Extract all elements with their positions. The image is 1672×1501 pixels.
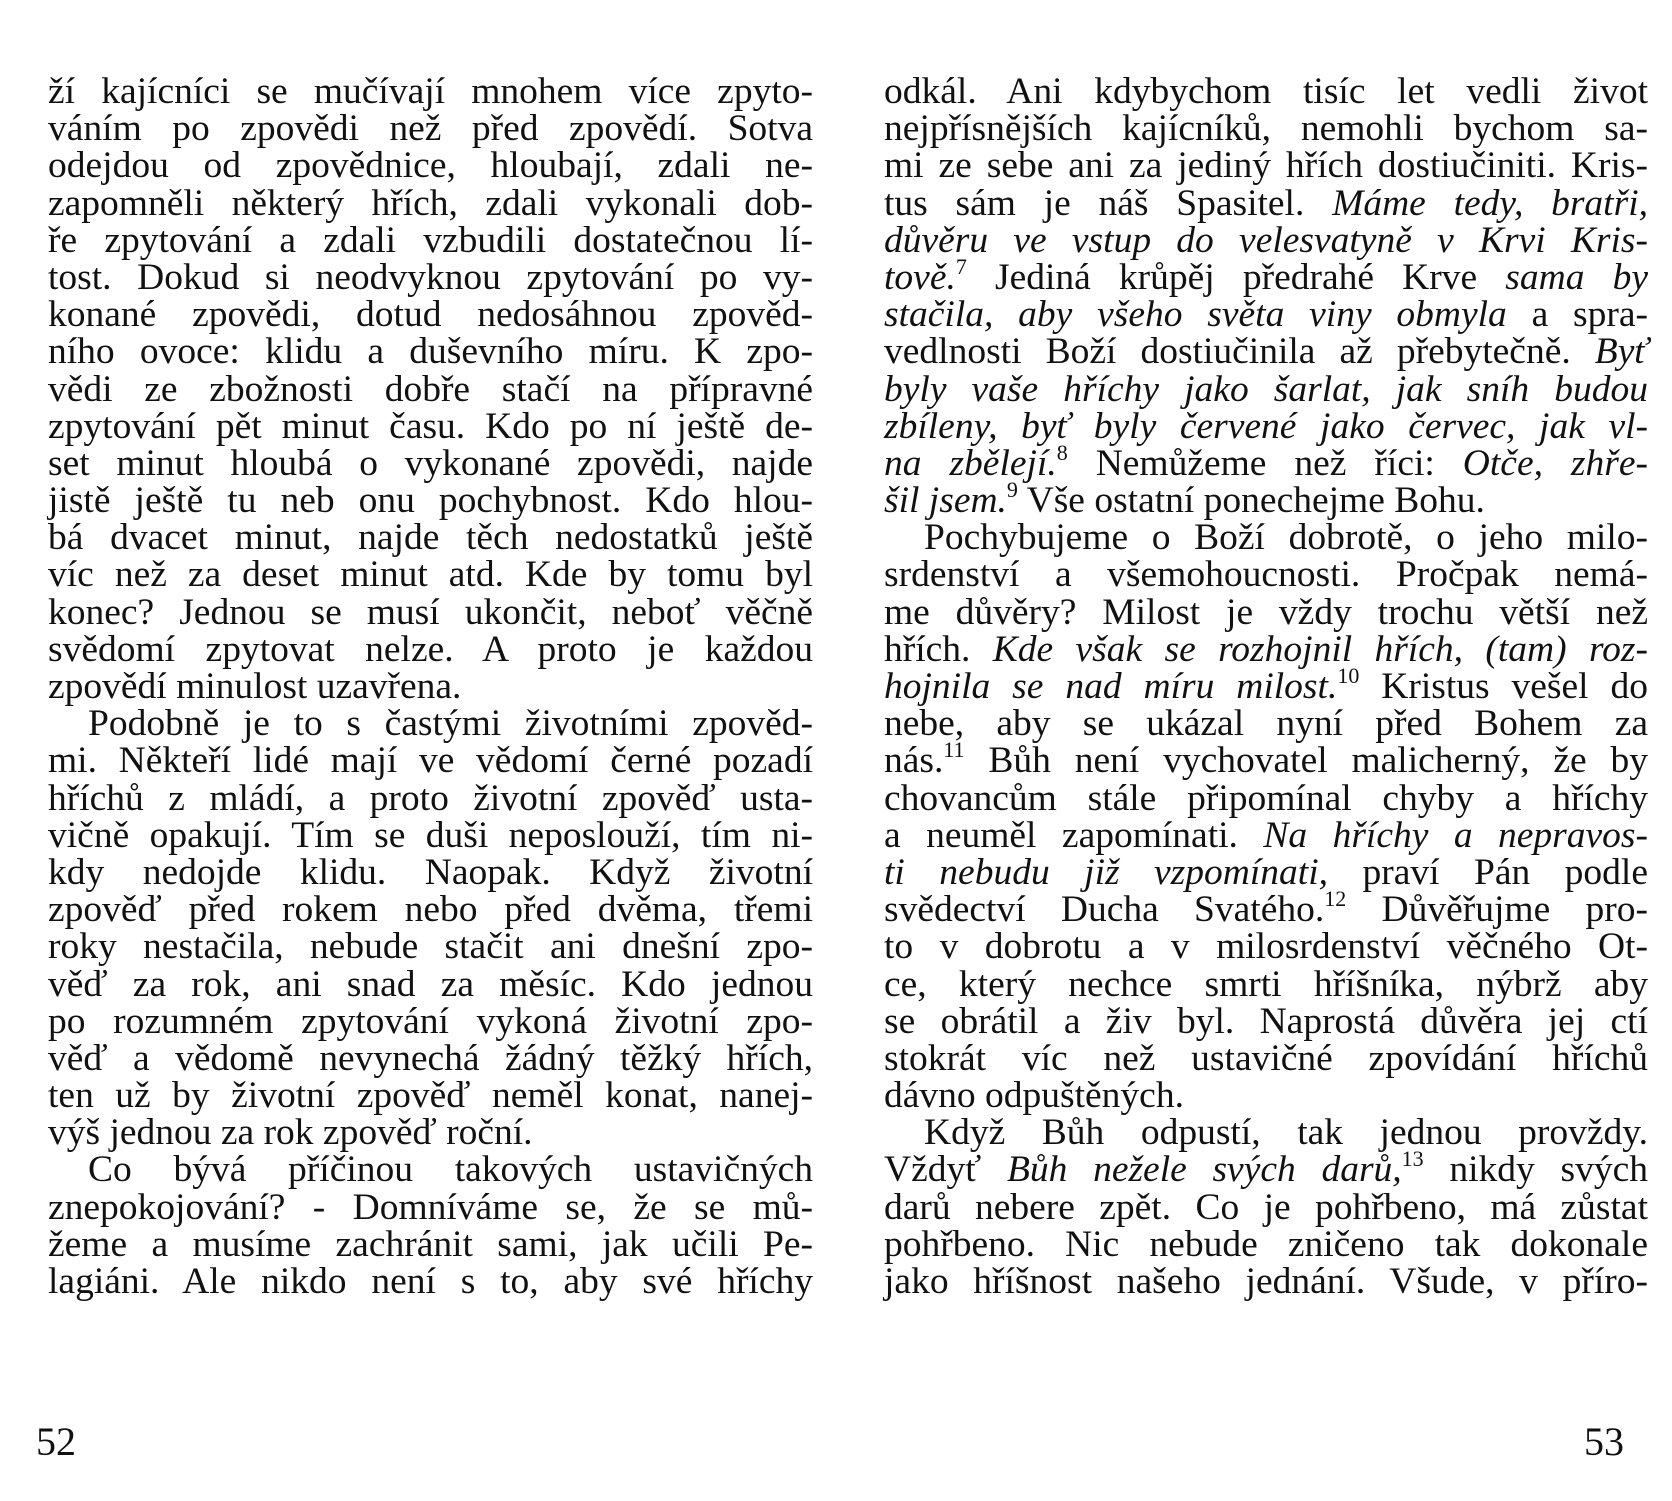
footnote-ref: 11 [943, 737, 965, 763]
text-line: konec? Jednou se musí ukončit, neboť věčně [48, 591, 813, 633]
text-line [884, 663, 1648, 707]
text-line: ten už by životní zpověď neměl konat, nanej- [48, 1075, 813, 1117]
italic-run: Na hříchy a nepravos- [1263, 814, 1648, 856]
text-line: jistě ještě tu neb onu pochybnost. Kdo hlou- [48, 480, 813, 522]
text-line: bá dvacet minut, najde těch nedostatků ještě [48, 517, 813, 559]
text-line: srdenství a všemohoucnosti. Pročpak nemá- [884, 554, 1648, 596]
text-line: vědi ze zbožnosti dobře stačí na přípravné [48, 368, 813, 410]
text-line: pohřbeno. Nic nebude zničeno tak dokonale [884, 1223, 1648, 1265]
footnote-ref: 9 [1006, 477, 1018, 503]
italic-run: Bůh nežele svých darů, [1006, 1149, 1402, 1191]
text-line [884, 439, 1648, 484]
text-line: ží kajícníci se mučívají mnohem více zpyto- [48, 71, 813, 112]
text-line: jako hříšnost našeho jednání. Všude, v příro- [884, 1261, 1648, 1302]
text-line: ního ovoce: klidu a duševního míru. K zpo- [48, 331, 813, 373]
text-line: hříchů z mládí, a proto životní zpověď usta- [48, 777, 813, 819]
text-line: žeme a musíme zachránit sami, jak učili Pe- [48, 1223, 813, 1265]
right-page [836, 0, 1672, 1501]
italic-run: Kde však se rozhojnil hřích, (tam) roz- [992, 628, 1648, 670]
text-line: věď a vědomě nevynechá žádný těžký hřích, [48, 1037, 813, 1079]
italic-run: stačila, aby všeho světa viny obmyla [884, 294, 1507, 336]
text-line: nebe, aby se ukázal nyní před Bohem za [884, 703, 1648, 745]
text-run: Jediná krůpěj předrahé Krve [966, 256, 1506, 298]
text-line [884, 737, 1648, 782]
text-line: roky nestačila, nebude stačit ani dnešní zpo- [48, 926, 813, 968]
text-line: důvěru ve vstup do velesvatyně v Krvi Kris- [884, 219, 1648, 261]
text-line: byly vaše hříchy jako šarlat, jak sníh budou [884, 368, 1648, 410]
text-line: konané zpovědi, dotud nedosáhnou zpověd- [48, 294, 813, 336]
text-run: Důvěřujme pro- [1346, 889, 1648, 931]
text-run: a neuměl zapomínati. [884, 814, 1264, 856]
text-run: svědectví Ducha Svatého. [884, 889, 1325, 931]
text-line: stokrát víc než ustavičné zpovídání hříchů [884, 1037, 1648, 1079]
text-line: kdy nedojde klidu. Naopak. Když životní [48, 851, 813, 893]
text-run: hřích. [884, 628, 993, 670]
text-line: chovancům stále připomínal chyby a hříchy [884, 777, 1648, 819]
footnote-ref: 8 [1056, 439, 1068, 465]
text-run: Kristus vešel do [1359, 666, 1648, 707]
text-line [884, 477, 1648, 522]
text-line: víc než za deset minut atd. Kde by tomu byl [48, 554, 813, 596]
text-line [884, 182, 1648, 224]
footnote-ref: 12 [1324, 886, 1347, 912]
text-run: vedlnosti Boží dostiučinila až přebytečně. [884, 331, 1595, 373]
text-line: Když Bůh odpustí, tak jednou provždy. [924, 1112, 1648, 1154]
text-run: Nemůžeme než říci: [1067, 442, 1463, 484]
footnote-ref: 13 [1401, 1146, 1424, 1172]
text-line [884, 253, 1648, 298]
italic-run: ti nebudu již vzpomínati, [884, 851, 1328, 893]
text-run: tus sám je náš Spasitel. [884, 182, 1333, 224]
text-line [884, 886, 1648, 931]
text-run: nikdy svých [1423, 1149, 1648, 1191]
page-number-left: 52 [36, 1419, 76, 1464]
italic-run: na zbělejí. [884, 442, 1057, 484]
text-line: zpověď před rokem nebo před dvěma, třemi [48, 889, 813, 931]
text-line: lagiáni. Ale nikdo není s to, aby své hříchy [48, 1261, 813, 1302]
text-run: nás. [884, 740, 944, 782]
text-line: svědomí zpytovat nelze. A proto je každou [48, 628, 813, 670]
text-line: me důvěry? Milost je vždy trochu větší než [884, 591, 1648, 633]
footnote-ref: 7 [955, 253, 967, 279]
text-line: mi ze sebe ani za jediný hřích dostiučiniti. Kris- [884, 145, 1648, 187]
text-run: praví Pán podle [1328, 851, 1648, 893]
text-line: zapomněli některý hřích, zdali vykonali dob- [48, 182, 813, 224]
text-line: Podobně je to s častými životními zpověd- [88, 703, 813, 745]
text-line: váním po zpovědi než před zpovědí. Sotva [48, 108, 813, 150]
italic-run: Otče, zhře- [1462, 442, 1648, 484]
text-line: nejpřísnějších kajícníků, nemohli bychom sa- [884, 108, 1648, 150]
italic-run: sama by [1505, 256, 1648, 298]
text-line: to v dobrotu a v milosrdenství věčného Ot- [884, 926, 1648, 968]
italic-run: hojnila se nad míru milost. [884, 666, 1338, 707]
italic-run: šil jsem. [884, 480, 1007, 522]
text-line: znepokojování? - Domníváme se, že se mů- [48, 1186, 813, 1228]
text-line: darů nebere zpět. Co je pohřbeno, má zůstat [884, 1186, 1648, 1228]
text-line: výš jednou za rok zpověď roční. [48, 1112, 533, 1154]
text-run: Vždyť [884, 1149, 1007, 1191]
text-line: věď za rok, ani snad za měsíc. Kdo jednou [48, 963, 813, 1005]
italic-run: Byť [1594, 331, 1648, 373]
text-line: Co bývá příčinou takových ustavičných [88, 1149, 813, 1191]
left-text-column [48, 73, 813, 1300]
text-line: ře zpytování a zdali vzbudili dostatečnou lí- [48, 219, 813, 261]
right-text-column [884, 73, 1648, 1300]
text-line: Pochybujeme o Boží dobrotě, o jeho milo- [924, 517, 1648, 559]
text-line: zpovědí minulost uzavřena. [48, 666, 462, 707]
text-line: po rozumném zpytování vykoná životní zpo- [48, 1000, 813, 1042]
italic-run: tově. [884, 256, 956, 298]
text-line: odejdou od zpovědnice, hloubají, zdali ne- [48, 145, 813, 187]
text-line: vičně opakují. Tím se duši neposlouží, tím ni- [48, 814, 813, 856]
text-line: se obrátil a živ byl. Naprostá důvěra jej ctí [884, 1000, 1648, 1042]
text-run: Vše ostatní ponechejme Bohu. [1017, 480, 1485, 522]
text-line: zpytování pět minut času. Kdo po ní ještě de- [48, 405, 813, 447]
text-line [884, 814, 1648, 856]
text-line: mi. Někteří lidé mají ve vědomí černé pozadí [48, 740, 813, 782]
text-line [884, 294, 1648, 336]
italic-run: Máme tedy, bratři, [1332, 182, 1648, 224]
text-line: tost. Dokud si neodvyknou zpytování po vy- [48, 256, 813, 298]
text-line: dávno odpuštěných. [884, 1075, 1184, 1117]
text-line: zbíleny, byť byly červené jako červec, jak vl- [884, 405, 1648, 447]
text-line [884, 1146, 1648, 1191]
text-line: ce, který nechce smrti hříšníka, nýbrž aby [884, 963, 1648, 1005]
text-line [884, 628, 1648, 670]
text-line: set minut hloubá o vykonané zpovědi, najde [48, 442, 813, 484]
footnote-ref: 10 [1337, 663, 1360, 688]
text-line [884, 331, 1648, 373]
text-run: a spra- [1506, 294, 1648, 336]
text-run: Bůh není vychovatel malicherný, že by [964, 740, 1648, 782]
text-line: odkál. Ani kdybychom tisíc let vedli život [884, 71, 1648, 112]
page-number-right: 53 [1584, 1419, 1624, 1464]
text-line [884, 851, 1648, 893]
